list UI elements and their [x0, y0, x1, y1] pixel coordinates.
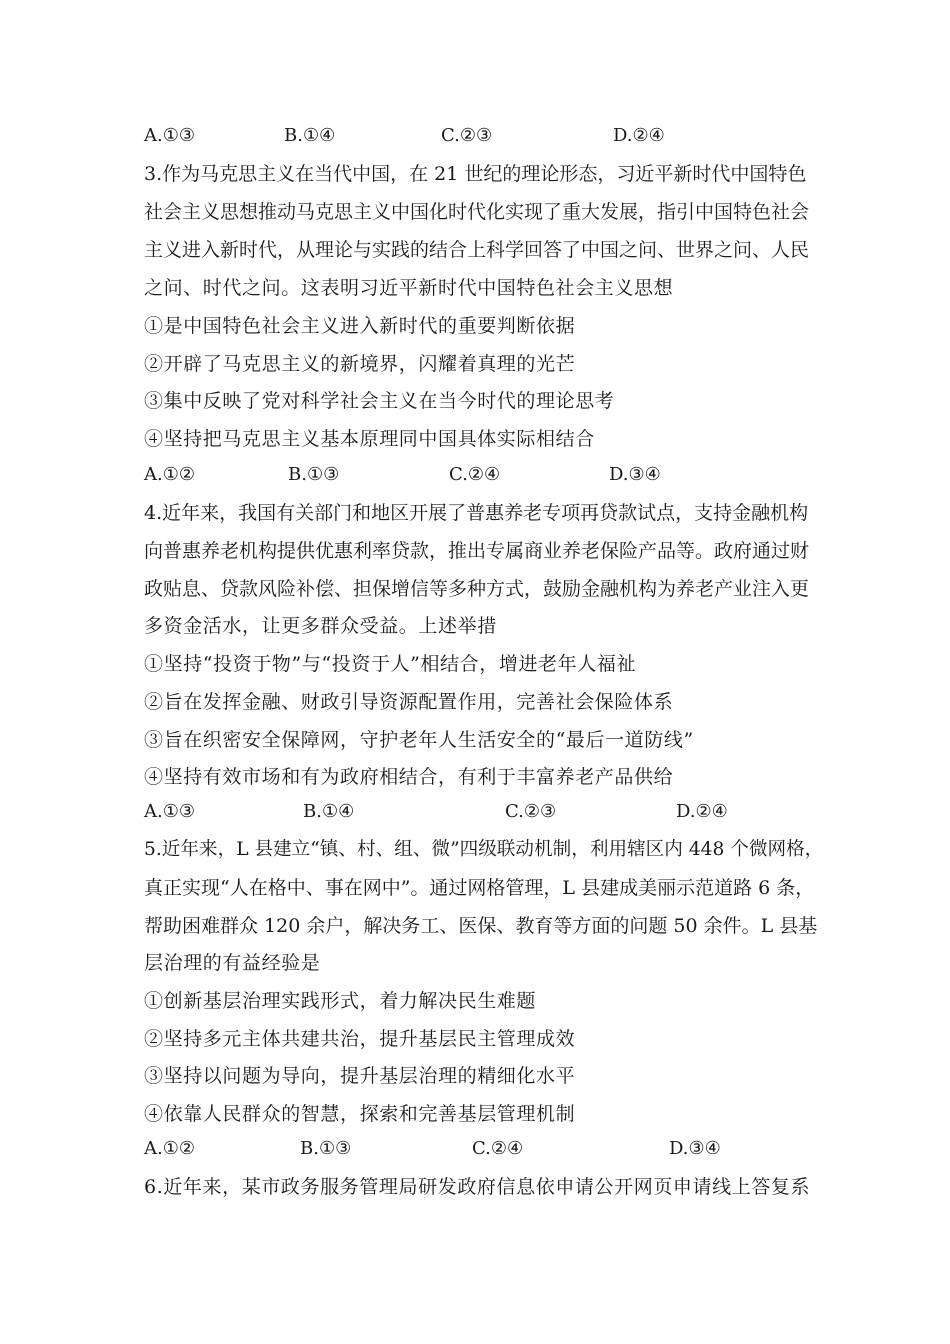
q4-option-c: C.②③ [505, 801, 557, 822]
q5-stem-line: 帮助困难群众 120 余户，解决务工、医保、教育等方面的问题 50 余件。L 县基 [144, 915, 818, 937]
q5-option-d: D.③④ [669, 1138, 721, 1159]
q4-stem-line: 4.近年来，我国有关部门和地区开展了普惠养老专项再贷款试点，支持金融机构 [144, 502, 809, 524]
q2-options [0, 124, 950, 148]
q4-item: ②旨在发挥金融、财政引导资源配置作用，完善社会保险体系 [144, 691, 674, 713]
q3-stem-line: 3.作为马克思主义在当代中国，在 21 世纪的理论形态，习近平新时代中国特色 [144, 163, 807, 185]
q3-option-a: A.①② [144, 464, 195, 485]
q5-item: ①创新基层治理实践形式，着力解决民生难题 [144, 990, 537, 1012]
q2-option-a: A.①③ [144, 125, 195, 146]
q5-option-c: C.②④ [472, 1138, 524, 1159]
q3-item: ②开辟了马克思主义的新境界，闪耀着真理的光芒 [144, 353, 576, 375]
q4-option-b: B.①④ [303, 801, 355, 822]
q4-option-d: D.②④ [676, 801, 728, 822]
q5-stem-line: 真正实现“人在格中、事在网中”。通过网格管理，L 县建成美丽示范道路 6 条， [144, 877, 815, 899]
q5-stem-line: 5.近年来，L 县建立“镇、村、组、微”四级联动机制，利用辖区内 448 个微网格， [144, 839, 824, 860]
q3-option-b: B.①③ [288, 464, 340, 485]
q3-option-c: C.②④ [449, 464, 501, 485]
q4-options [0, 800, 950, 824]
q5-options [0, 1137, 950, 1161]
q4-item: ④坚持有效市场和有为政府相结合，有利于丰富养老产品供给 [144, 766, 674, 788]
q5-option-a: A.①② [144, 1138, 195, 1159]
q3-item: ①是中国特色社会主义进入新时代的重要判断依据 [144, 315, 576, 337]
q4-option-a: A.①③ [144, 801, 195, 822]
q3-stem-line: 主义进入新时代，从理论与实践的结合上科学回答了中国之问、世界之问、人民 [144, 239, 810, 261]
q2-option-d: D.②④ [613, 125, 665, 146]
q5-stem-line: 层治理的有益经验是 [144, 952, 321, 974]
q3-options [0, 463, 950, 487]
q3-stem-line: 社会主义思想推动马克思主义中国化时代化实现了重大发展，指引中国特色社会 [144, 201, 810, 223]
q5-item: ③坚持以问题为导向，提升基层治理的精细化水平 [144, 1065, 576, 1087]
q5-item: ④依靠人民群众的智慧，探索和完善基层管理机制 [144, 1103, 576, 1125]
q3-option-d: D.③④ [609, 464, 661, 485]
q2-option-b: B.①④ [284, 125, 336, 146]
q4-stem-line: 向普惠养老机构提供优惠利率贷款，推出专属商业养老保险产品等。政府通过财 [144, 540, 810, 562]
q4-item: ③旨在织密安全保障网，守护老年人生活安全的“最后一道防线” [144, 729, 694, 751]
q3-item: ③集中反映了党对科学社会主义在当今时代的理论思考 [144, 390, 615, 412]
q3-item: ④坚持把马克思主义基本原理同中国具体实际相结合 [144, 428, 595, 450]
q2-option-c: C.②③ [441, 125, 493, 146]
q3-stem-line: 之问、时代之问。这表明习近平新时代中国特色社会主义思想 [144, 277, 674, 299]
q5-item: ②坚持多元主体共建共治，提升基层民主管理成效 [144, 1028, 576, 1050]
q5-option-b: B.①③ [300, 1138, 352, 1159]
q6-stem-line: 6.近年来，某市政务服务管理局研发政府信息依申请公开网页申请线上答复系 [144, 1176, 811, 1198]
q4-item: ①坚持“投资于物”与“投资于人”相结合，增进老年人福祉 [144, 653, 637, 675]
q4-stem-line: 多资金活水，让更多群众受益。上述举措 [144, 615, 497, 637]
q4-stem-line: 政贴息、贷款风险补偿、担保增信等多种方式，鼓励金融机构为养老产业注入更 [144, 578, 810, 600]
